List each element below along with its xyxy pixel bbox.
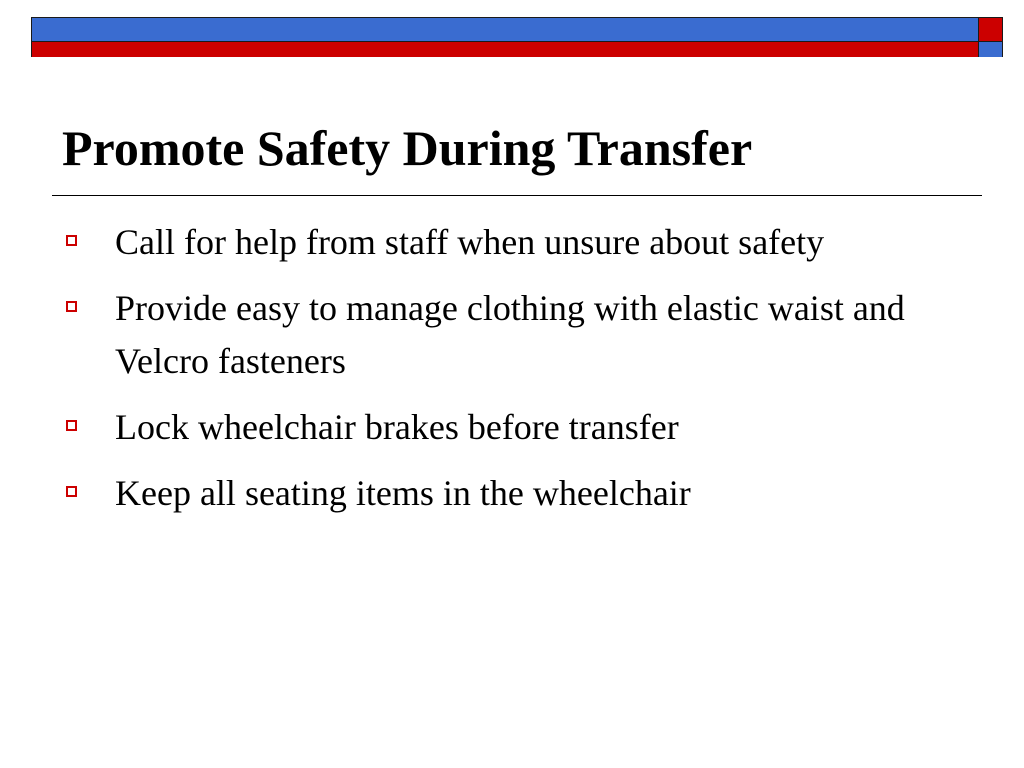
title-divider <box>52 195 982 196</box>
bullet-item <box>66 216 966 269</box>
hollow-square-icon <box>66 420 77 431</box>
bullet-item <box>66 282 966 388</box>
hollow-square-icon <box>66 486 77 497</box>
bullet-item <box>66 467 966 520</box>
corner-blue-square <box>979 42 1002 57</box>
corner-red-square <box>979 18 1002 42</box>
header-blue-stripe <box>32 18 978 42</box>
bullet-text: Lock wheelchair brakes before transfer <box>115 407 679 447</box>
header-red-stripe <box>32 42 978 57</box>
hollow-square-icon <box>66 301 77 312</box>
slide-title: Promote Safety During Transfer <box>62 120 753 176</box>
header-banner <box>31 17 979 57</box>
header-corner-block <box>978 17 1003 57</box>
bullet-text: Call for help from staff when unsure about safety <box>115 222 825 262</box>
bullet-list <box>66 216 966 533</box>
bullet-text: Keep all seating items in the wheelchair <box>115 473 691 513</box>
hollow-square-icon <box>66 235 77 246</box>
bullet-item <box>66 401 966 454</box>
bullet-text: Provide easy to manage clothing with elastic waist and Velcro fasteners <box>115 288 905 381</box>
